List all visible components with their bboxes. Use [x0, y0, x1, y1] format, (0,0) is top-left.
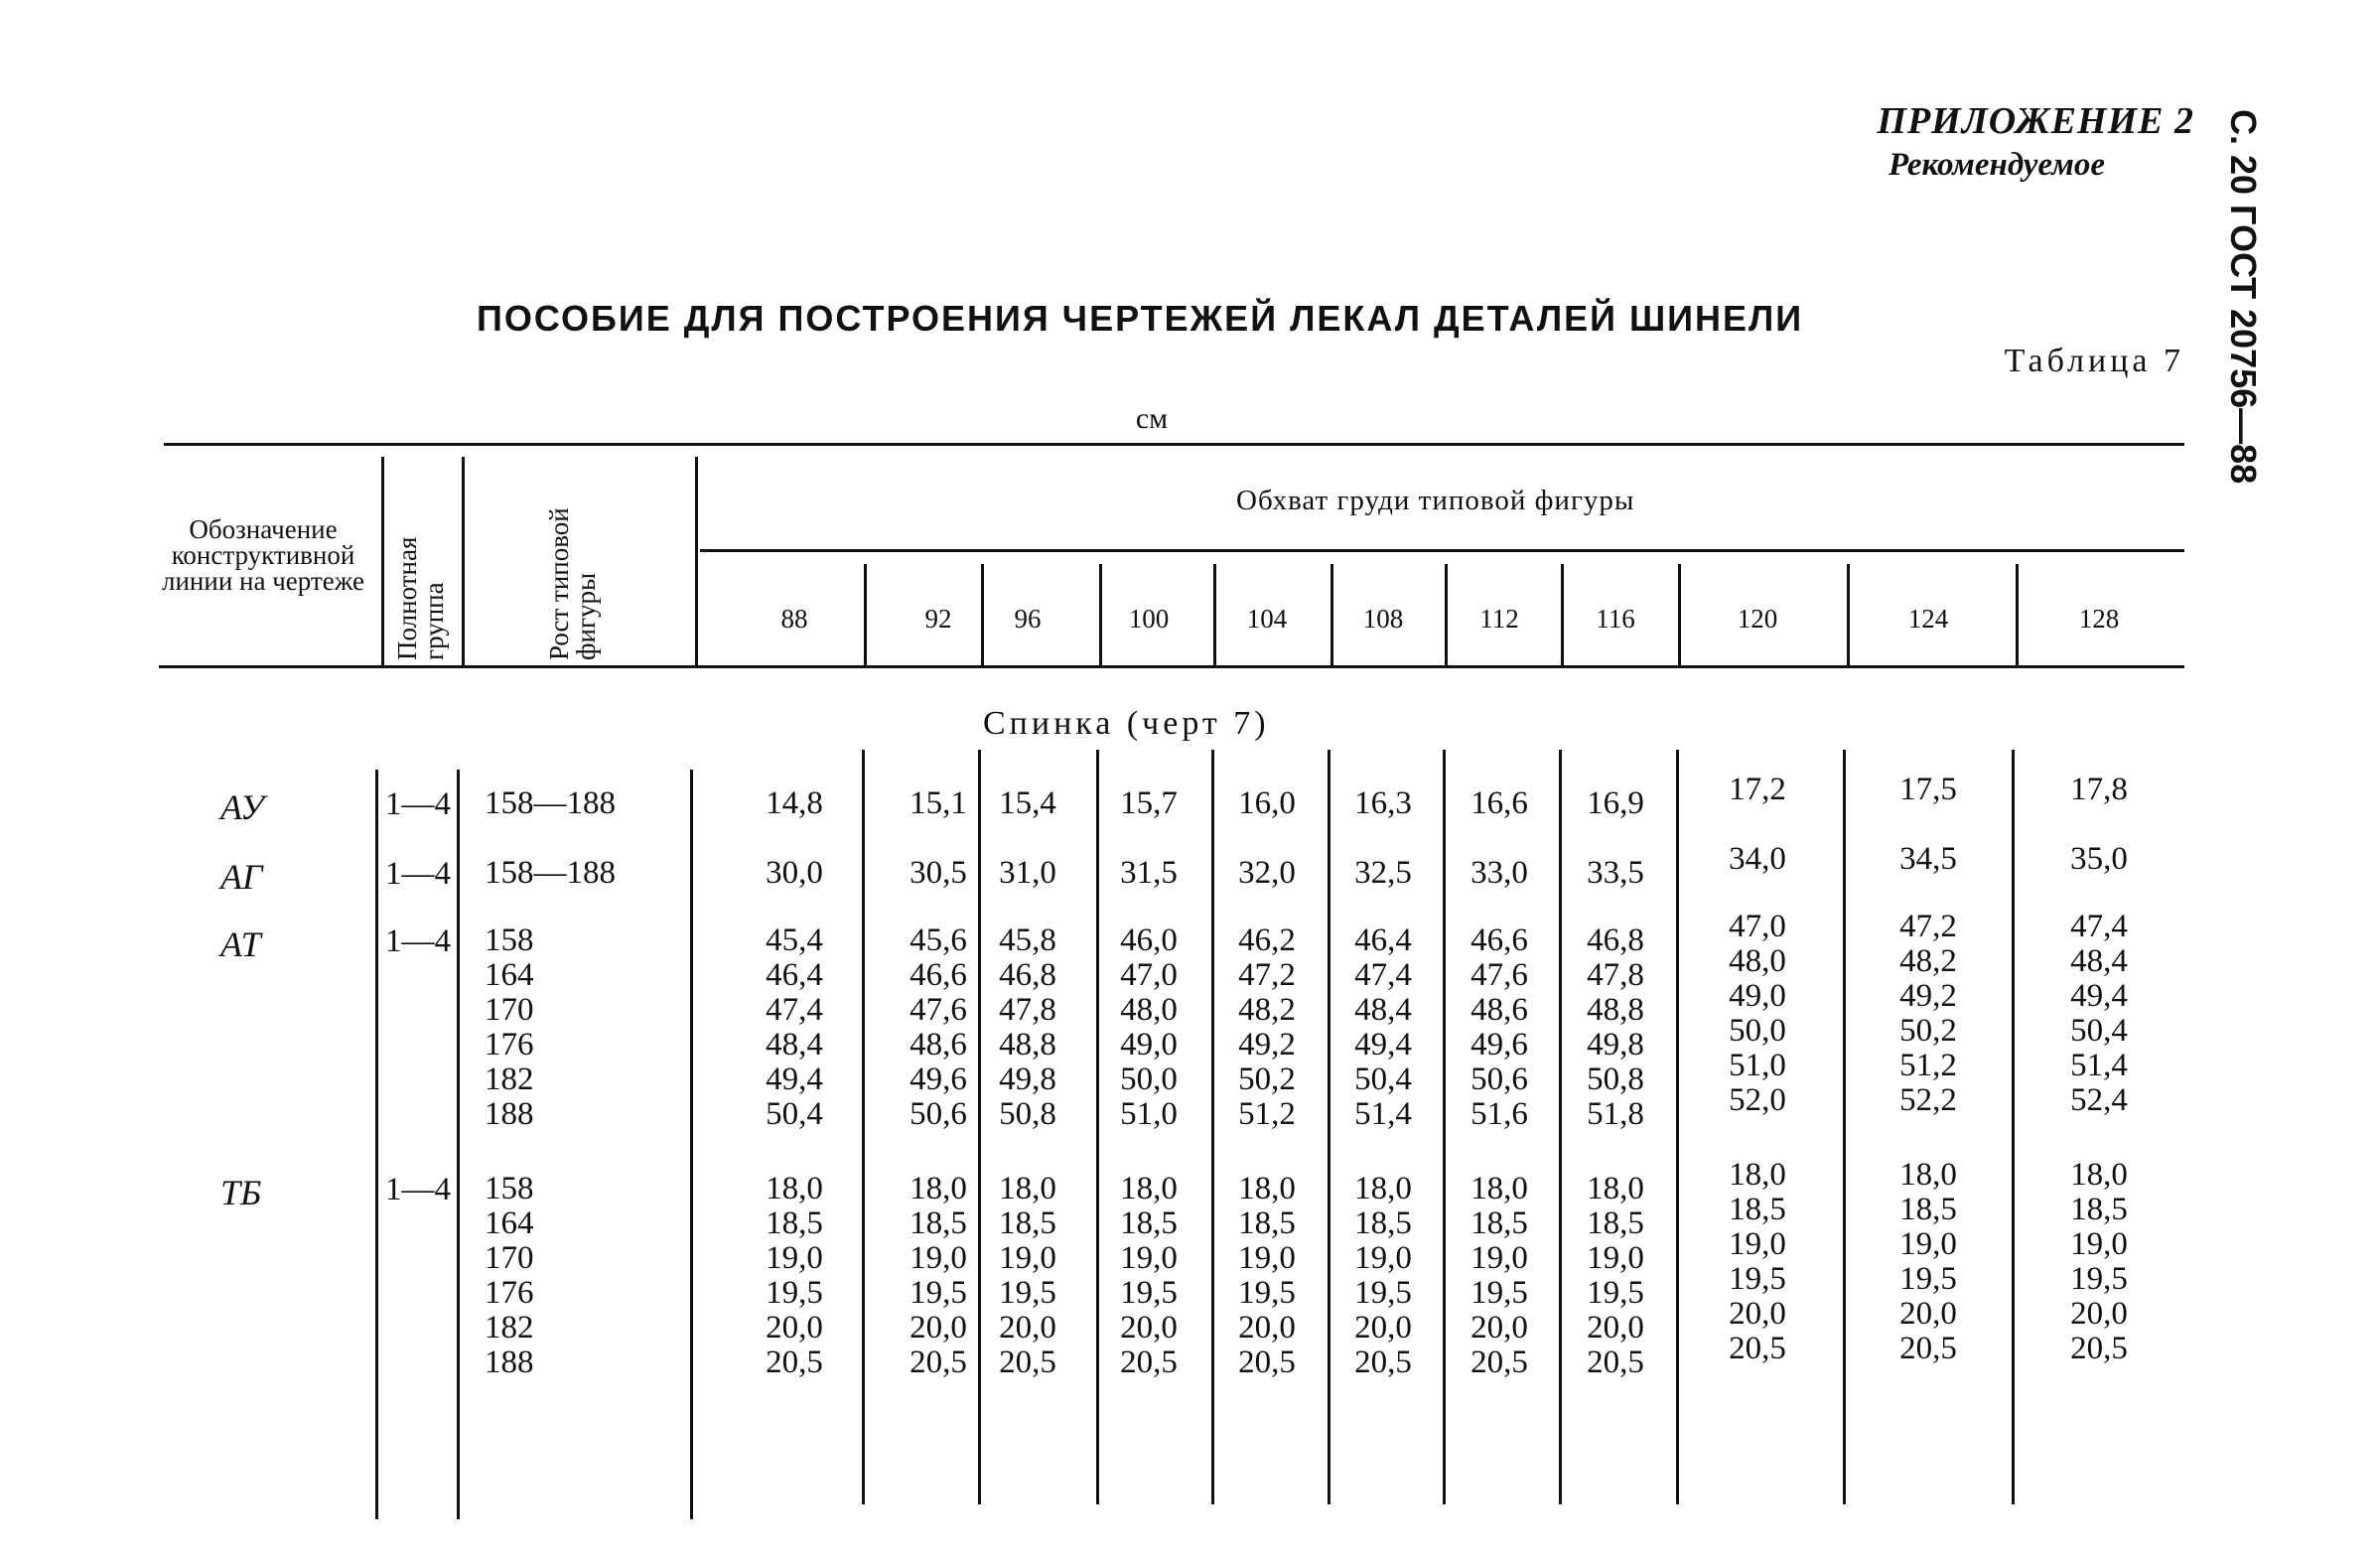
girth-column-header: 88	[780, 604, 808, 634]
table-cell: 46,2 47,2 48,2 49,2 50,2 51,2	[1238, 922, 1296, 1132]
section-caption: Спинка (черт 7)	[983, 705, 1270, 742]
row-designation: АУ	[220, 787, 264, 827]
table-cell: 16,6	[1470, 785, 1528, 821]
girth-header-divider	[1099, 564, 1102, 665]
girth-column-header: 124	[1907, 604, 1949, 634]
row-designation: ТБ	[220, 1173, 262, 1212]
row-heights: 158 164 170 176 182 188	[485, 1171, 534, 1380]
table-cell: 32,5	[1354, 855, 1412, 891]
recommended-label: Рекомендуемое	[1888, 147, 2105, 183]
row-fullness-group: 1—4	[385, 923, 451, 959]
table-cell: 18,0 18,5 19,0 19,5 20,0 20,5	[1238, 1171, 1296, 1380]
table-cell: 30,5	[910, 855, 967, 891]
height-header: Рост типовой фигуры	[544, 507, 601, 660]
girth-column-header: 116	[1596, 604, 1635, 634]
girth-column-header: 92	[924, 604, 952, 634]
girth-header-divider	[1213, 564, 1216, 665]
page-title: ПОСОБИЕ ДЛЯ ПОСТРОЕНИЯ ЧЕРТЕЖЕЙ ЛЕКАЛ ДЕТАЛЕЙ ШИНЕЛИ	[477, 298, 1804, 339]
girth-column-header: 104	[1246, 604, 1288, 634]
body-divider	[457, 770, 460, 1519]
table-cell: 46,8 47,8 48,8 49,8 50,8 51,8	[1587, 922, 1644, 1132]
page-side-label	[2212, 109, 2272, 487]
girth-header-divider	[1561, 564, 1564, 665]
row-designation: АТ	[220, 924, 261, 964]
table-cell: 47,4 48,4 49,4 50,4 51,4 52,4	[2070, 909, 2128, 1118]
row-fullness-group: 1—4	[385, 786, 451, 822]
body-column-divider	[1843, 750, 1846, 1504]
girth-header-divider	[1847, 564, 1850, 665]
table-cell: 16,3	[1354, 785, 1412, 821]
appendix-label: ПРИЛОЖЕНИЕ 2	[1877, 100, 2194, 142]
designation-header: Обозначение конструктивной линии на чертеже	[162, 514, 364, 596]
table-cell: 18,0 18,5 19,0 19,5 20,0 20,5	[1120, 1171, 1178, 1380]
body-divider	[375, 770, 378, 1519]
girth-header-divider	[864, 564, 867, 665]
girth-header-divider	[1678, 564, 1681, 665]
unit-label: см	[1135, 402, 1169, 435]
table-cell: 17,5	[1899, 772, 1957, 807]
table-cell: 46,6 47,6 48,6 49,6 50,6 51,6	[1470, 922, 1528, 1132]
table-cell: 31,5	[1120, 855, 1178, 891]
header-bottom-rule	[159, 665, 2184, 668]
table-cell: 18,0 18,5 19,0 19,5 20,0 20,5	[910, 1171, 967, 1380]
row-heights: 158—188	[485, 785, 616, 821]
row-heights: 158—188	[485, 855, 616, 891]
table-cell: 17,8	[2070, 772, 2128, 807]
table-cell: 46,4 47,4 48,4 49,4 50,4 51,4	[1354, 922, 1412, 1132]
header-divider	[695, 457, 698, 665]
table-cell: 15,4	[999, 785, 1056, 821]
table-cell: 45,4 46,4 47,4 48,4 49,4 50,4	[766, 922, 823, 1132]
body-column-divider	[1676, 750, 1679, 1504]
table-cell: 18,0 18,5 19,0 19,5 20,0 20,5	[1354, 1171, 1412, 1380]
header-divider	[462, 457, 465, 665]
table-cell: 45,8 46,8 47,8 48,8 49,8 50,8	[999, 922, 1056, 1132]
girth-column-header: 108	[1362, 604, 1404, 634]
table-cell: 32,0	[1238, 855, 1296, 891]
table-cell: 18,0 18,5 19,0 19,5 20,0 20,5	[1587, 1171, 1644, 1380]
table-cell: 33,0	[1470, 855, 1528, 891]
table-cell: 18,0 18,5 19,0 19,5 20,0 20,5	[2070, 1157, 2128, 1366]
table-cell: 16,9	[1587, 785, 1644, 821]
table-cell: 15,1	[910, 785, 967, 821]
table-cell: 31,0	[999, 855, 1056, 891]
table-cell: 35,0	[2070, 841, 2128, 877]
girth-header-divider	[1445, 564, 1448, 665]
table-cell: 46,0 47,0 48,0 49,0 50,0 51,0	[1120, 922, 1178, 1132]
girth-column-header: 100	[1128, 604, 1170, 634]
table-cell: 18,0 18,5 19,0 19,5 20,0 20,5	[999, 1171, 1056, 1380]
row-fullness-group: 1—4	[385, 1172, 451, 1207]
table-cell: 34,0	[1729, 841, 1786, 877]
table-cell: 18,0 18,5 19,0 19,5 20,0 20,5	[1729, 1157, 1786, 1366]
table-cell: 33,5	[1587, 855, 1644, 891]
table-cell: 45,6 46,6 47,6 48,6 49,6 50,6	[910, 922, 967, 1132]
page-number-label: С. 20 ГОСТ 20756—88	[2223, 109, 2264, 485]
row-fullness-group: 1—4	[385, 856, 451, 892]
table-cell: 47,0 48,0 49,0 50,0 51,0 52,0	[1729, 909, 1786, 1118]
girth-header-rule	[700, 549, 2184, 552]
table-cell: 30,0	[766, 855, 823, 891]
girth-header-divider	[981, 564, 984, 665]
table-cell: 47,2 48,2 49,2 50,2 51,2 52,2	[1899, 909, 1957, 1118]
girth-column-header: 96	[1014, 604, 1042, 634]
table-cell: 14,8	[766, 785, 823, 821]
table-cell: 18,0 18,5 19,0 19,5 20,0 20,5	[1470, 1171, 1528, 1380]
girth-column-header: 128	[2078, 604, 2120, 634]
fullness-group-header: Полнотная группа	[392, 536, 449, 660]
girth-column-header: 112	[1479, 604, 1519, 634]
body-column-divider	[862, 750, 865, 1504]
table-number: Таблица 7	[2004, 343, 2184, 379]
girth-column-header: 120	[1737, 604, 1778, 634]
girth-header-divider	[1330, 564, 1333, 665]
table-cell: 17,2	[1729, 772, 1786, 807]
table-top-rule	[164, 443, 2184, 446]
table-cell: 16,0	[1238, 785, 1296, 821]
girth-header-divider	[2016, 564, 2019, 665]
table-cell: 18,0 18,5 19,0 19,5 20,0 20,5	[1899, 1157, 1957, 1366]
row-designation: АГ	[220, 857, 263, 897]
table-cell: 18,0 18,5 19,0 19,5 20,0 20,5	[766, 1171, 823, 1380]
girth-header: Обхват груди типовой фигуры	[1236, 485, 1635, 516]
row-heights: 158 164 170 176 182 188	[485, 922, 534, 1132]
header-divider	[381, 457, 384, 665]
body-column-divider	[2012, 750, 2015, 1504]
table-cell: 34,5	[1899, 841, 1957, 877]
table-cell: 15,7	[1120, 785, 1178, 821]
body-divider	[690, 770, 693, 1519]
